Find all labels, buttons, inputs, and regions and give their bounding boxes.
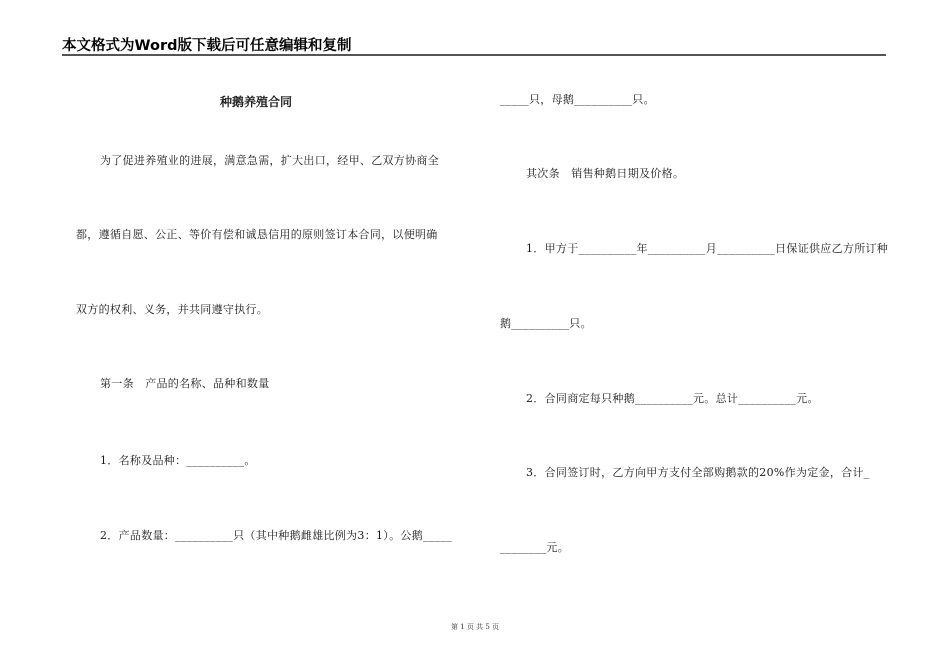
right-column bbox=[500, 0, 890, 672]
paragraph-line: 为了促进养殖业的进展，满意急需，扩大出口，经甲、乙双方协商全 bbox=[100, 154, 439, 167]
article-heading: 第一条 产品的名称、品种和数量 bbox=[100, 377, 270, 390]
page-footer: 第 1 页 共 5 页 bbox=[450, 623, 500, 631]
article-heading: 其次条 销售种鹅日期及价格。 bbox=[526, 167, 685, 180]
clause-line: 2．产品数量：__________只（其中种鹅雌雄比例为3：1）。公鹅_____ bbox=[100, 529, 452, 542]
left-column bbox=[76, 0, 464, 672]
clause-line: 1．甲方于__________年__________月__________日保证供应乙方所订种 bbox=[526, 242, 889, 255]
paragraph-line: _____只，母鹅__________只。 bbox=[500, 93, 655, 106]
clause-line: 2．合同商定每只种鹅__________元。总计__________元。 bbox=[526, 392, 819, 405]
header-banner-text: 本文格式为Word版下载后可任意编辑和复制 bbox=[62, 38, 352, 54]
clause-line: 1．名称及品种：__________。 bbox=[100, 454, 256, 467]
document-title: 种鹅养殖合同 bbox=[220, 95, 293, 109]
clause-line: 3．合同签订时，乙方向甲方支付全部购鹅款的20%作为定金，合计_ bbox=[526, 466, 870, 479]
paragraph-line: 双方的权利、义务，并共同遵守执行。 bbox=[76, 303, 269, 316]
clause-line: ________元。 bbox=[500, 541, 569, 554]
clause-line: 鹅__________只。 bbox=[500, 317, 592, 330]
paragraph-line: 都，遵循自愿、公正、等价有偿和诚恳信用的原则签订本合同，以便明确 bbox=[76, 228, 438, 241]
